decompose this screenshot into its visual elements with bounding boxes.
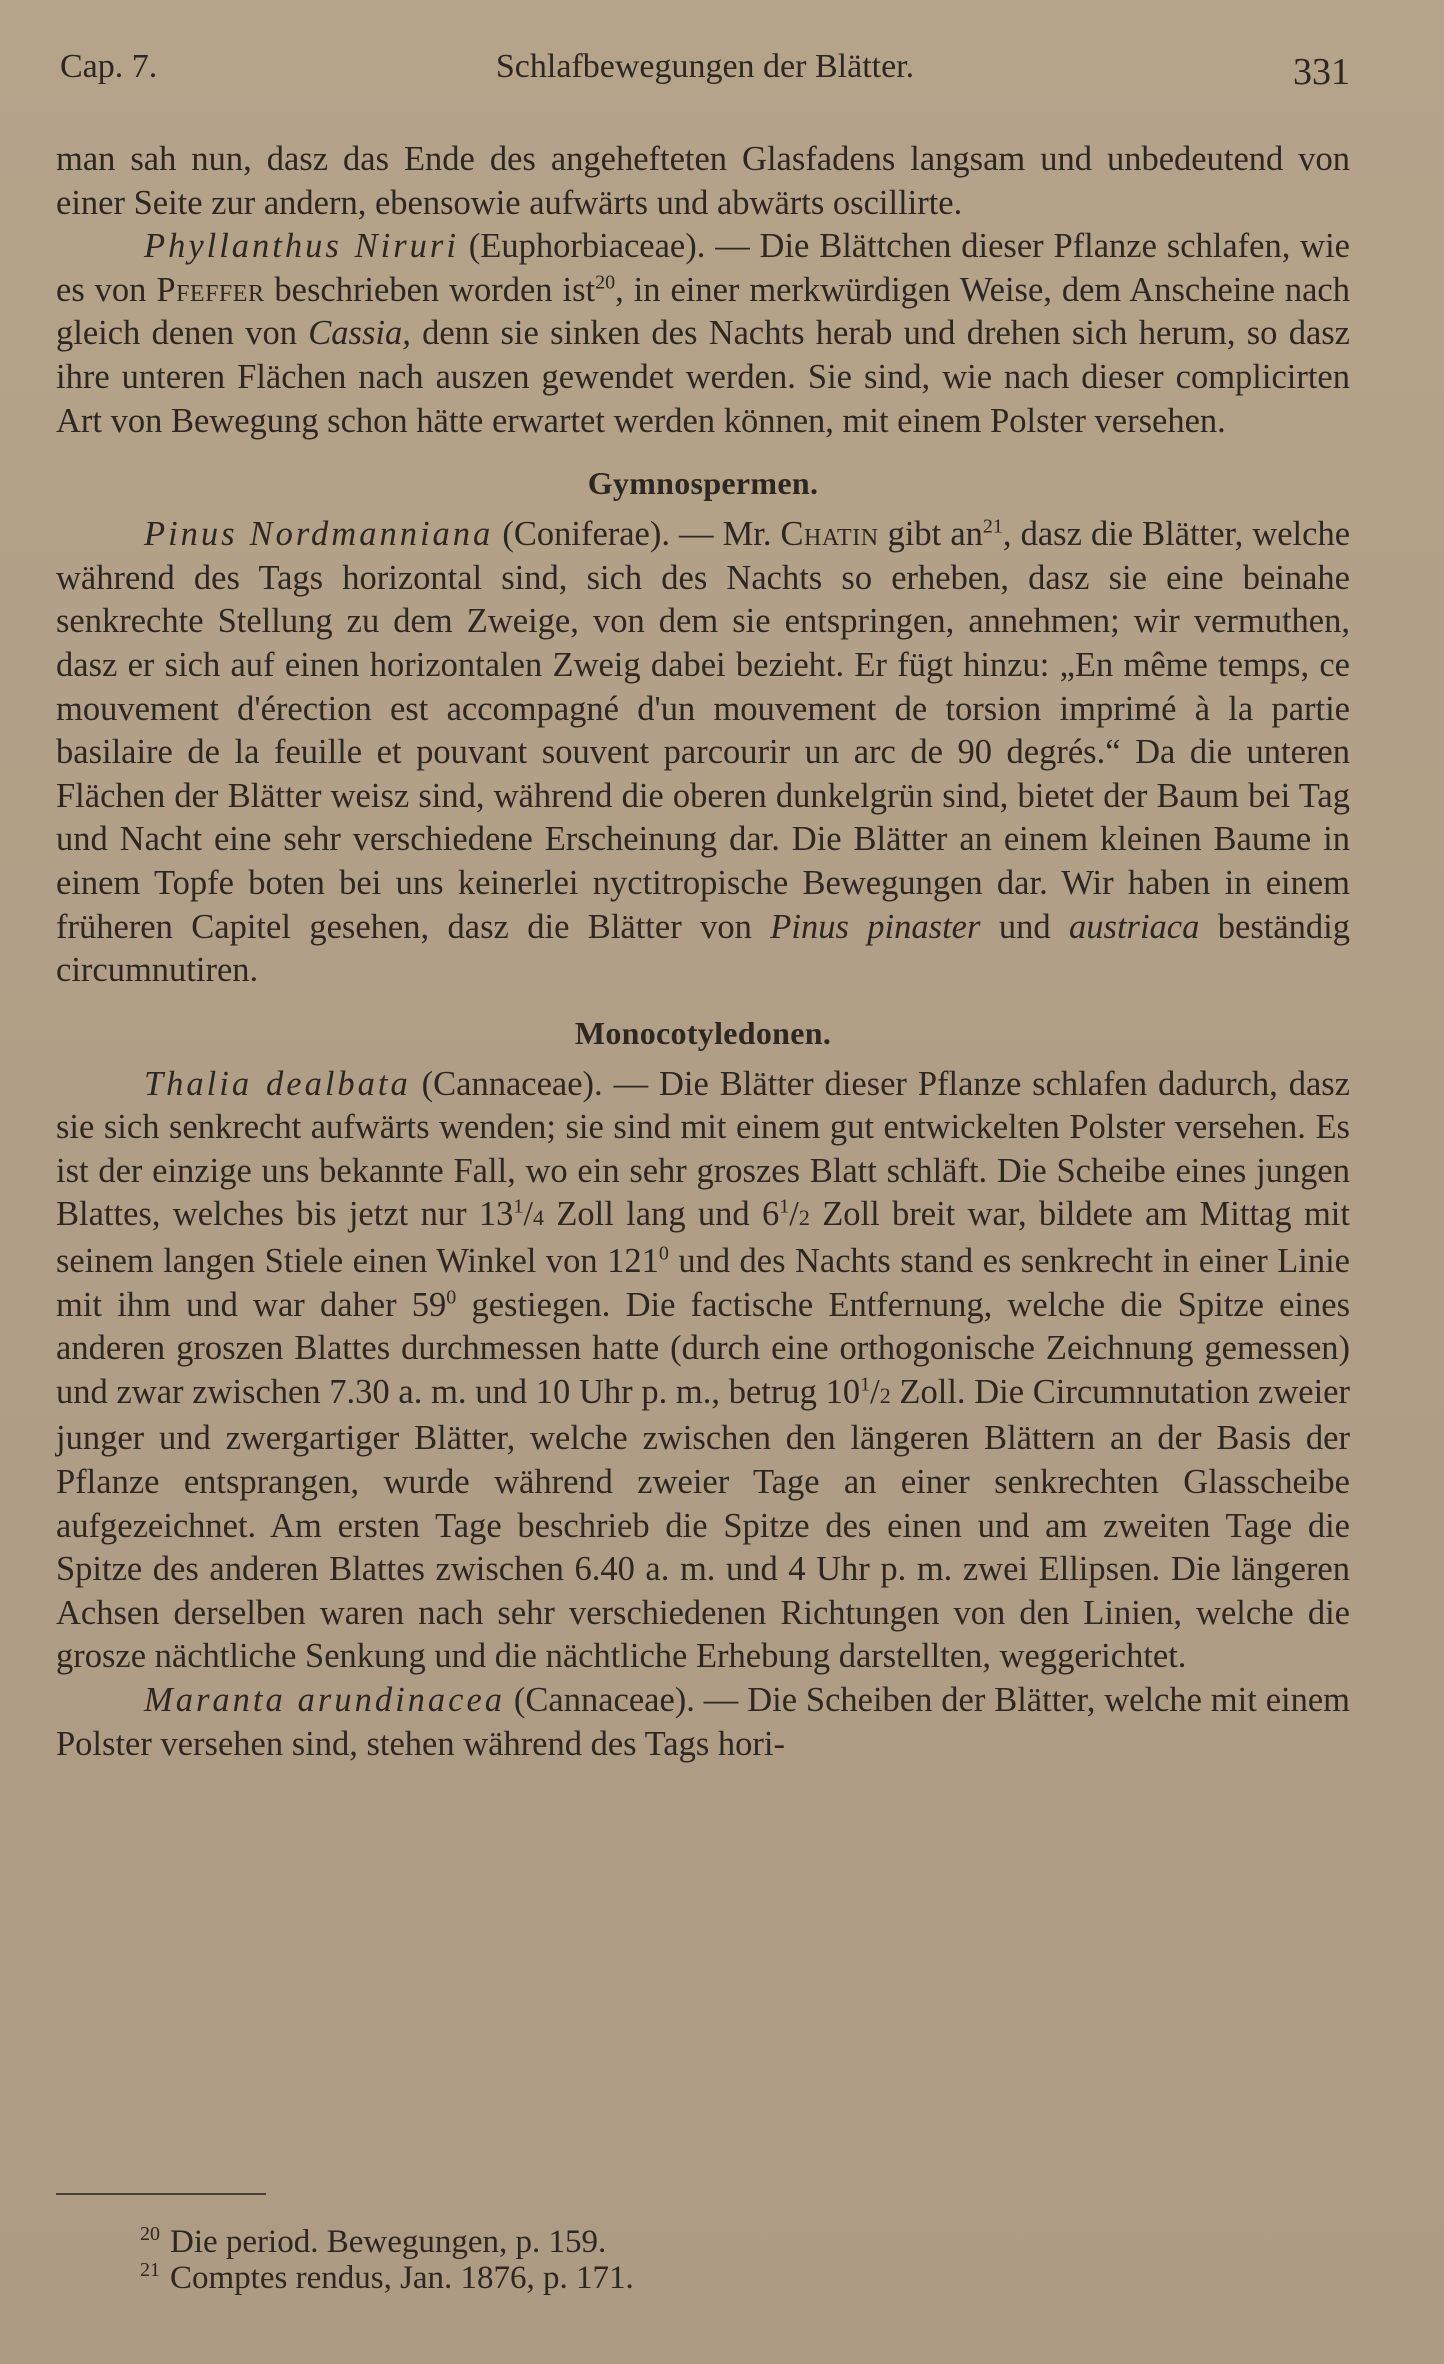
fraction: $13^1/4$ (478, 1195, 544, 1234)
footnote-ref: 21 (982, 515, 1003, 538)
species-name: Thalia dealbata (144, 1064, 411, 1103)
species-name: Phyllanthus Niruri (144, 227, 459, 266)
genus-name: Pinus pinaster (770, 907, 981, 946)
footnote: $^{21}$ Comptes rendus, Jan. 1876, p. 171. (140, 2259, 634, 2296)
fraction: $10^1/2$ (825, 1372, 891, 1411)
degree-sign: 0 (446, 1286, 457, 1309)
species-name: Maranta arundinacea (144, 1681, 506, 1719)
genus-name: austriaca (1069, 907, 1200, 946)
paragraph-continuation: man sah nun, dasz das Ende des angehefteten Glasfadens langsam und unbedeutend von einer Seite zur andern, ebensowie aufwärts und abwärts oscillirte. (56, 140, 1350, 222)
footnote-rule (56, 2193, 266, 2195)
running-title: Schlafbewegungen der Blätter. (495, 48, 915, 85)
genus-name: Cassia, (308, 314, 411, 353)
author-name: Pfeffer (156, 270, 265, 309)
section-heading-gymnospermen: Gymnospermen. (587, 465, 819, 502)
fraction: $6^1/2$ (762, 1195, 810, 1234)
page-number: 331 (1293, 51, 1350, 93)
chapter-label: Cap. 7. (60, 48, 158, 85)
footnote-ref: 20 (595, 271, 616, 294)
paragraph-thalia: Thalia dealbata (Cannaceae). — Die Blätter dieser Pflanze schlafen dadurch, dasz sie sich senkrecht aufwärts wenden; sie sind mit einem gut entwickelten Polster versehen. Es ist der einzige uns bekannte Fall, wo ein sehr groszes Blatt schläft. Die Scheibe eines jungen Blattes, welches bis jetzt nur $13^1/4$ Zoll lang und $6^1/2$ Zoll breit war, bildete am Mittag mit seinem langen Stiele einen Winkel von $121^0$ und des Nachts stand es senkrecht in einer Linie mit ihm und war daher $59^0$ gestiegen. Die factische Entfernung, welche die Spitze eines anderen groszen Blattes durchmessen hatte (durch eine orthogonische Zeichnung gemessen) und zwar zwischen 7.30 a. m. und 10 Uhr p. m., betrug $10^1/2$ Zoll. Die Circumnutation zweier junger und zwergartiger Blätter, welche zwischen den längeren Blättern an der Basis der Pflanze entsprangen, wurde während zweier Tage an einer senkrechten Glasscheibe aufgezeichnet. Am ersten Tage beschrieb die Spitze des einen und am zweiten Tage die Spitze des anderen Blattes zwischen 6.40 a. m. und 4 Uhr p. m. zwei Ellipsen. Die längeren Achsen derselben waren nach sehr verschiedenen Richtungen von den Linien, welche die grosze nächtliche Senkung und die nächtliche Erhebung darstellten, weggerichtet. (56, 1064, 1350, 1676)
footnote: $^{20}$ Die period. Bewegungen, p. 159. (140, 2223, 607, 2260)
running-header (60, 48, 1350, 100)
degree-sign: 0 (658, 1242, 669, 1265)
page-body (56, 138, 1350, 1766)
section-heading-monocotyledonen: Monocotyledonen. (574, 1014, 832, 1051)
paragraph-maranta: Maranta arundinacea (Cannaceae). — Die Scheiben der Blätter, welche mit einem Polster versehen sind, stehen während des Tags hori- (56, 1681, 1350, 1763)
paragraph-pinus: Pinus Nordmanniana (Coniferae). — Mr. Chatin gibt $an^{21}$, dasz die Blätter, welche während des Tags horizontal sind, sich des Nachts so erheben, dasz sie eine beinahe senkrechte Stellung zu dem Zweige, von dem sie entspringen, annehmen; wir vermuthen, dasz er sich auf einen horizontalen Zweig dabei bezieht. Er fügt hinzu: „En même temps, ce mouvement d'érection est accompagné d'un mouvement de torsion imprimé à la partie basilaire de la feuille et pouvant souvent parcourir un arc de 90 degrés.“ Da die unteren Flächen der Blätter weisz sind, während die oberen dunkelgrün sind, bietet der Baum bei Tag und Nacht eine sehr verschiedene Erscheinung dar. Die Blätter an einem kleinen Baume in einem Topfe boten bei uns keinerlei nyctitropische Bewegungen dar. Wir haben in einem früheren Capitel gesehen, dasz die Blätter von Pinus pinaster und austriaca beständig circumnutiren. (56, 515, 1351, 990)
author-name: Chatin (780, 515, 879, 554)
paragraph-phyllanthus: Phyllanthus Niruri (Euphorbiaceae). — Die Blättchen dieser Pflanze schlafen, wie es von Pfeffer beschrieben worden ist$^{20}$, in einer merkwürdigen Weise, dem Anscheine nach gleich denen von Cassia, denn sie sinken des Nachts herab und drehen sich herum, so dasz ihre unteren Flächen nach auszen gewendet werden. Sie sind, wie nach dieser complicirten Art von Bewegung schon hätte erwartet werden können, mit einem Polster versehen. (56, 227, 1350, 440)
species-name: Pinus Nordmanniana (144, 515, 494, 554)
